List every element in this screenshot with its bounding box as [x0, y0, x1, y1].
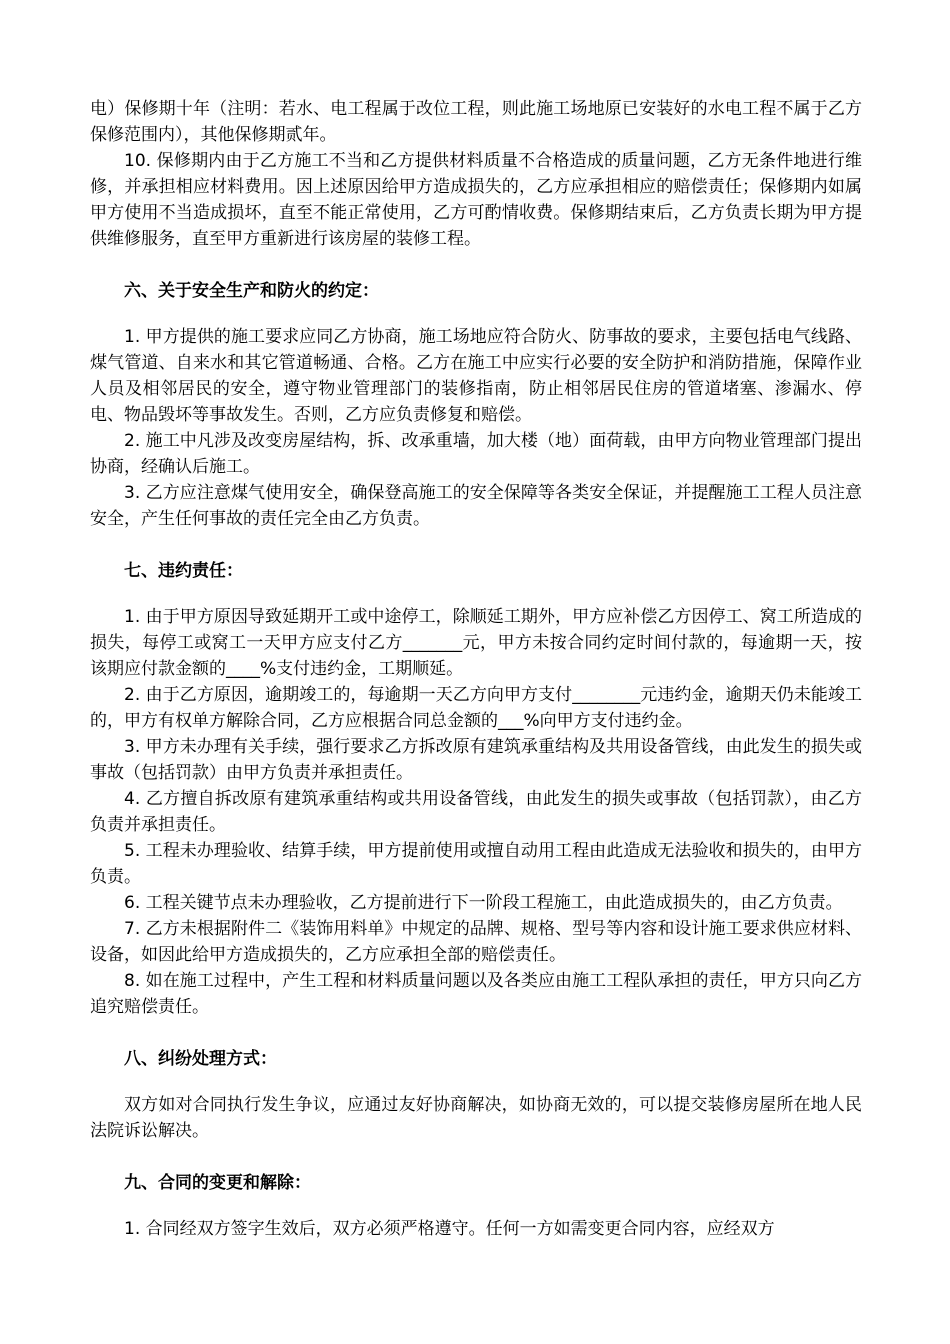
section-7-item-5: 5. 工程未办理验收、结算手续，甲方提前使用或擅自动用工程由此造成无法验收和损失的，由甲方负责。: [90, 841, 862, 887]
section-8-heading: 八、纠纷处理方式：: [124, 1049, 277, 1069]
section-7-item-2: 2. 由于乙方原因，逾期竣工的，每逾期一天乙方向甲方支付________元违约金，逾期天仍未能竣工的，甲方有权单方解除合同，乙方应根据合同总金额的___%向甲方支付违约金。: [90, 685, 862, 731]
section-6-item-1: 1. 甲方提供的施工要求应同乙方协商，施工场地应符合防火、防事故的要求，主要包括电气线路、煤气管道、自来水和其它管道畅通、合格。乙方在施工中应实行必要的安全防护和消防措施，保障作业人员及相邻居民的安全，遵守物业管理部门的装修指南，防止相邻居民住房的管道堵塞、渗漏水、停电、物品毁坏等事故发生。否则，乙方应负责修复和赔偿。: [90, 327, 862, 425]
section-7-item-7: 7. 乙方未根据附件二《装饰用料单》中规定的品牌、规格、型号等内容和设计施工要求供应材料、设备，如因此给甲方造成损失的，乙方应承担全部的赔偿责任。: [90, 919, 862, 965]
section-6-item-2: 2. 施工中凡涉及改变房屋结构，拆、改承重墙，加大楼（地）面荷载，由甲方向物业管理部门提出协商，经确认后施工。: [90, 431, 862, 477]
section-6-heading: 六、关于安全生产和防火的约定：: [124, 281, 379, 301]
section-8-text: 双方如对合同执行发生争议，应通过友好协商解决，如协商无效的，可以提交装修房屋所在地人民法院诉讼解决。: [90, 1095, 862, 1141]
section-7-item-3: 3. 甲方未办理有关手续，强行要求乙方拆改原有建筑承重结构及共用设备管线，由此发生的损失或事故（包括罚款）由甲方负责并承担责任。: [90, 737, 862, 783]
section-7-item-8: 8. 如在施工过程中，产生工程和材料质量问题以及各类应由施工工程队承担的责任，甲方只向乙方追究赔偿责任。: [90, 971, 862, 1017]
section-6-item-3: 3. 乙方应注意煤气使用安全，确保登高施工的安全保障等各类安全保证，并提醒施工工程人员注意安全，产生任何事故的责任完全由乙方负责。: [90, 483, 862, 529]
section-9-heading: 九、合同的变更和解除：: [124, 1173, 311, 1193]
section-7-item-6: 6. 工程关键节点未办理验收，乙方提前进行下一阶段工程施工，由此造成损失的，由乙方负责。: [124, 893, 843, 913]
section-7-heading: 七、违约责任：: [124, 561, 243, 581]
warranty-clause-10: 10. 保修期内由于乙方施工不当和乙方提供材料质量不合格造成的质量问题，乙方无条件地进行维修，并承担相应材料费用。因上述原因给甲方造成损失的，乙方应承担相应的赔偿责任；保修期内如属甲方使用不当造成损坏，直至不能正常使用，乙方可酌情收费。保修期结束后，乙方负责长期为甲方提供维修服务，直至甲方重新进行该房屋的装修工程。: [90, 151, 862, 249]
section-7-item-4: 4. 乙方擅自拆改原有建筑承重结构或共用设备管线，由此发生的损失或事故（包括罚款），由乙方负责并承担责任。: [90, 789, 862, 835]
warranty-clause-continuation: 电）保修期十年（注明：若水、电工程属于改位工程，则此施工场地原已安装好的水电工程不属于乙方保修范围内），其他保修期贰年。: [90, 99, 862, 145]
document-body: [90, 96, 862, 1242]
section-9-item-1: 1. 合同经双方签字生效后，双方必须严格遵守。任何一方如需变更合同内容，应经双方: [124, 1219, 775, 1239]
section-7-item-1: 1. 由于甲方原因导致延期开工或中途停工，除顺延工期外，甲方应补偿乙方因停工、窝工所造成的损失，每停工或窝工一天甲方应支付乙方_______元，甲方未按合同约定时间付款的，每逾期一天，按该期应付款金额的____%支付违约金，工期顺延。: [90, 607, 862, 679]
